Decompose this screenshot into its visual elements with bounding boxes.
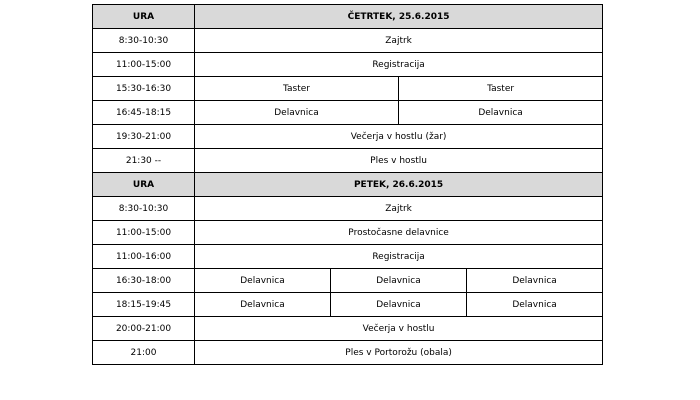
table-row bbox=[93, 293, 603, 317]
table-row bbox=[93, 149, 603, 173]
table-row bbox=[93, 197, 603, 221]
day2-header-row bbox=[93, 173, 603, 197]
table-row bbox=[93, 77, 603, 101]
activity-cell: Taster bbox=[195, 77, 399, 101]
activity-cell: Delavnica bbox=[399, 101, 603, 125]
time-cell: 18:15-19:45 bbox=[93, 293, 195, 317]
time-cell: 11:00-15:00 bbox=[93, 221, 195, 245]
activity-cell: Ples v hostlu bbox=[195, 149, 603, 173]
day1-header-row bbox=[93, 5, 603, 29]
activity-cell: Večerja v hostlu (žar) bbox=[195, 125, 603, 149]
day-header: ČETRTEK, 25.6.2015 bbox=[195, 5, 603, 29]
time-cell: 21:00 bbox=[93, 341, 195, 365]
time-cell: 8:30-10:30 bbox=[93, 197, 195, 221]
activity-cell: Delavnica bbox=[467, 269, 603, 293]
time-cell: 19:30-21:00 bbox=[93, 125, 195, 149]
time-cell: 8:30-10:30 bbox=[93, 29, 195, 53]
activity-cell: Zajtrk bbox=[195, 197, 603, 221]
activity-cell: Registracija bbox=[195, 245, 603, 269]
time-column-header: URA bbox=[93, 5, 195, 29]
activity-cell: Delavnica bbox=[331, 269, 467, 293]
activity-cell: Registracija bbox=[195, 53, 603, 77]
table-row bbox=[93, 317, 603, 341]
time-cell: 16:45-18:15 bbox=[93, 101, 195, 125]
table-row bbox=[93, 245, 603, 269]
time-cell: 16:30-18:00 bbox=[93, 269, 195, 293]
activity-cell: Delavnica bbox=[195, 293, 331, 317]
table-row bbox=[93, 125, 603, 149]
activity-cell: Ples v Portorožu (obala) bbox=[195, 341, 603, 365]
table-row bbox=[93, 341, 603, 365]
time-cell: 21:30 -- bbox=[93, 149, 195, 173]
activity-cell: Delavnica bbox=[467, 293, 603, 317]
day-header: PETEK, 26.6.2015 bbox=[195, 173, 603, 197]
activity-cell: Prostočasne delavnice bbox=[195, 221, 603, 245]
time-cell: 11:00-16:00 bbox=[93, 245, 195, 269]
time-cell: 20:00-21:00 bbox=[93, 317, 195, 341]
schedule-table bbox=[92, 4, 603, 365]
table-row bbox=[93, 269, 603, 293]
activity-cell: Delavnica bbox=[195, 101, 399, 125]
table-row bbox=[93, 101, 603, 125]
table-row bbox=[93, 29, 603, 53]
activity-cell: Zajtrk bbox=[195, 29, 603, 53]
activity-cell: Delavnica bbox=[331, 293, 467, 317]
activity-cell: Večerja v hostlu bbox=[195, 317, 603, 341]
time-column-header: URA bbox=[93, 173, 195, 197]
activity-cell: Delavnica bbox=[195, 269, 331, 293]
activity-cell: Taster bbox=[399, 77, 603, 101]
table-row bbox=[93, 53, 603, 77]
time-cell: 15:30-16:30 bbox=[93, 77, 195, 101]
time-cell: 11:00-15:00 bbox=[93, 53, 195, 77]
table-row bbox=[93, 221, 603, 245]
